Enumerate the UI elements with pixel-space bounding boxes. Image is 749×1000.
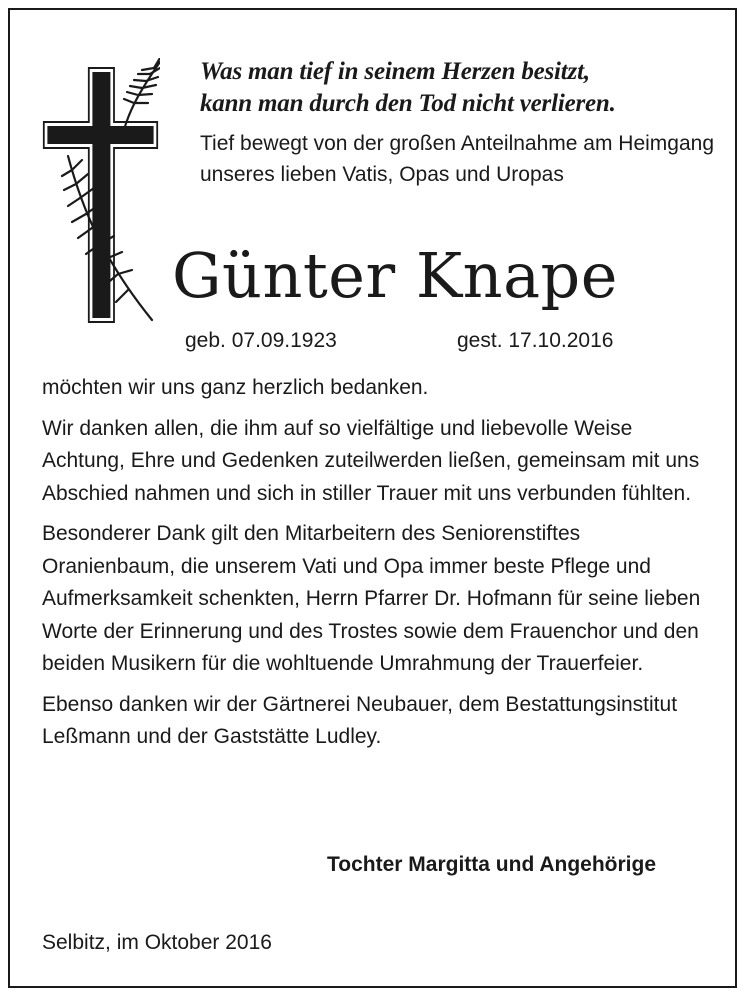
place-date: Selbitz, im Oktober 2016 bbox=[42, 931, 272, 954]
deceased-name: Günter Knape bbox=[172, 239, 618, 312]
life-dates bbox=[185, 326, 665, 356]
paragraph-special-thanks: Besonderer Dank gilt den Mitarbeitern des Seniorenstiftes Oranienbaum, die unserem Vati und Opa immer beste Pflege und Aufmerksamkeit schenkten, Herrn Pfarrer Dr. Hofmann für seine lieben Worte der Erinnerung und des Trostes sowie dem Frauenchor und den beiden Musikern für die wohltuende Umrahmung der Trauerfeier. bbox=[42, 522, 701, 675]
birth-date: geb. 07.09.1923 bbox=[185, 329, 337, 352]
quote bbox=[200, 56, 616, 120]
intro-text: Tief bewegt von der großen Anteilnahme am Heimgang unseres lieben Vatis, Opas und Uropas bbox=[200, 132, 715, 186]
thanks-body bbox=[42, 372, 717, 762]
quote-line-2: kann man durch den Tod nicht verlieren. bbox=[200, 90, 616, 117]
quote-line-1: Was man tief in seinem Herzen besitzt, bbox=[200, 58, 590, 85]
paragraph-further-thanks: Ebenso danken wir der Gärtnerei Neubauer, dem Bestattungsinstitut Leßmann und der Gaststätte Ludley. bbox=[42, 692, 678, 748]
paragraph-thanks-all: Wir danken allen, die ihm auf so vielfältige und liebevolle Weise Achtung, Ehre und Gedenken zuteilwerden ließen, gemeinsam mit uns Abschied nahmen und sich in stiller Trauer mit uns verbunden fühlten. bbox=[42, 416, 700, 505]
death-date: gest. 17.10.2016 bbox=[457, 329, 614, 352]
palm-branch-icon bbox=[62, 58, 160, 320]
signature: Tochter Margitta und Angehörige bbox=[327, 853, 656, 876]
paragraph-thanks-opening: möchten wir uns ganz herzlich bedanken. bbox=[42, 376, 429, 399]
cross-icon bbox=[42, 58, 160, 328]
